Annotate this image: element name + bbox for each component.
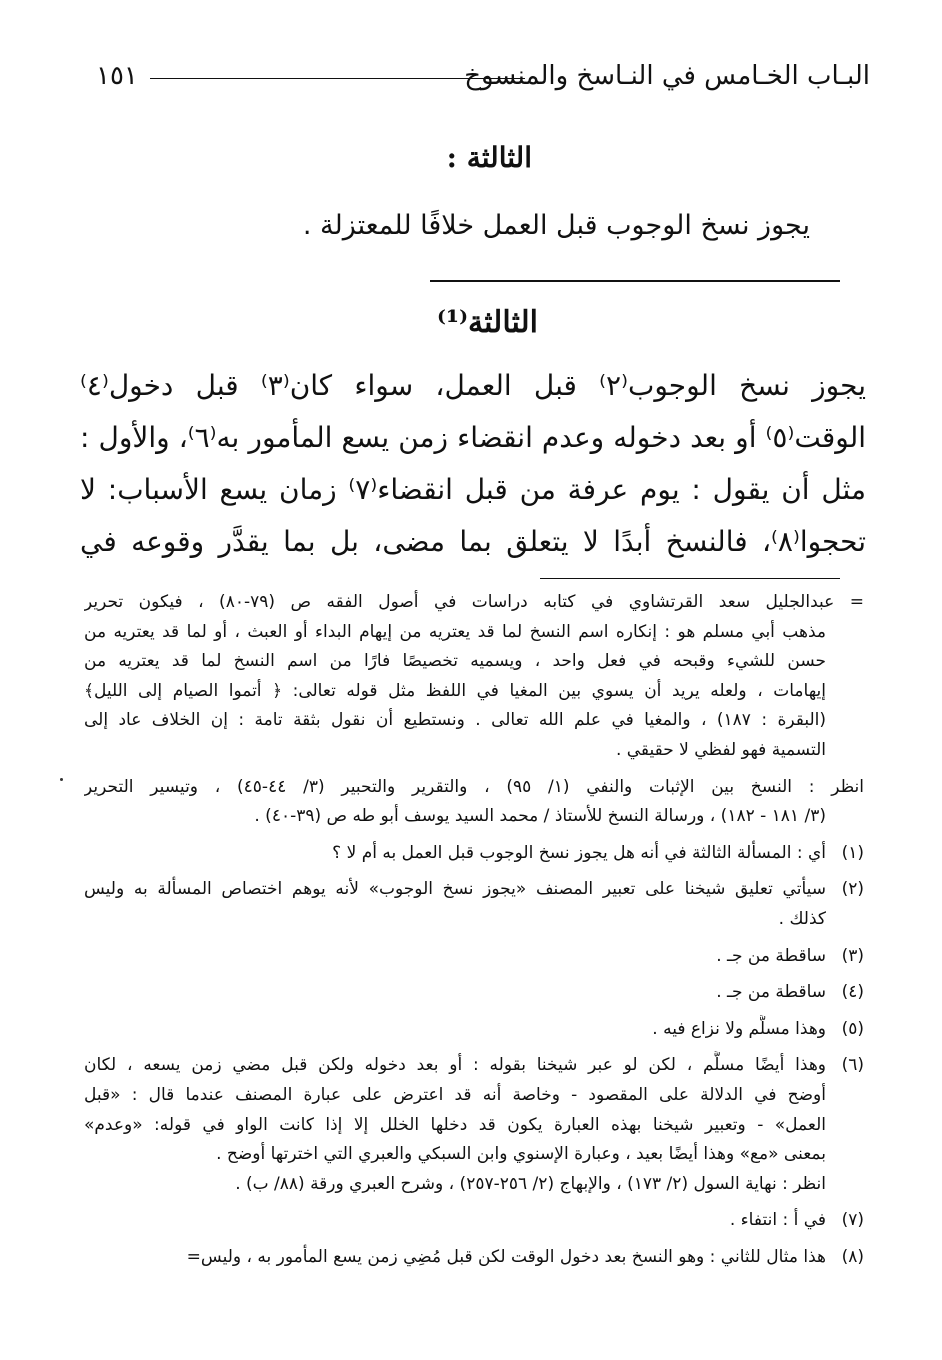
footnote-6 [84,1051,864,1081]
footnote-6-cont: انظر : نهاية السول (٢/ ١٧٣) ، والإبهاج (٢/ ٢٥٦-٢٥٧) ، وشرح العبري ورقة (٨٨/ ب) . [235,1173,826,1194]
footnote-number: (٦) [841,1055,864,1076]
footnote-1 [84,839,864,869]
header-rule [150,78,525,79]
footnote-reference-line: انظر : النسخ بين الإثبات والنفي (١/ ٩٥) ، والتقرير والتحبير (٣/ ٤٤-٤٥) ، وتيسير التحرير [84,776,864,797]
running-header-title: البـاب الخـامس في النـاسخ والمنسوخ [464,61,870,91]
footnote-4 [84,978,864,1008]
spacer [84,766,864,773]
spacer [84,935,864,942]
spacer [84,868,864,875]
footnotes [84,588,864,1272]
footnote-reference-line: (٣/ ١٨١ - ١٨٢) ، ورسالة النسخ للأستاذ / محمد السيد يوسف أبو طه ص (٣٩-٤٠) . [254,806,826,827]
footnote-text: وهذا أيضًا مسلَّم ، لكن لو عبر شيخنا بقوله : أو بعد دخوله ولكن قبل مضي زمن يسعه ، لكان [84,1055,826,1076]
footnote-number: (٤) [841,982,864,1003]
footnote-continuation-line: التسمية فهو لفظي لا حقيقي . [615,739,826,760]
footnotes-divider [540,578,840,579]
sharh-heading: الثالثة⁽¹⁾ [437,305,538,340]
sharh-line: يجوز نسخ الوجوب⁽٢⁾ قبل العمل، سواء كان⁽٣⁾ قبل دخول⁽٤⁾ [80,369,866,402]
footnote-text: ساقطة من جـ . [716,945,826,966]
sharh-line: تحجوا⁽٨⁾، فالنسخ أبدًا لا يتعلق بما مضى، بل بما يقدَّر وقوعه في [80,525,866,558]
footnote-text: وهذا مسلَّم ولا نزاع فيه . [652,1018,826,1039]
spacer [84,832,864,839]
footnote-continuation-line: مذهب أبي مسلم هو : إنكاره اسم النسخ لما قد يعتريه من إيهام البداء أو العبث ، أو لما قد يعتريه من [84,621,826,642]
footnote-6-cont: بمعنى «مع» وهذا أيضًا بعيد ، وعبارة الإسنوي وابن السبكي والعبري التي اخترتها أوضح . [216,1144,826,1165]
footnote-6-cont: العمل» - وتعبير شيخنا بهذه العبارة يكون قد دخلها الخلل إلا إذا كانت الواو في قوله: «وعدم» [84,1114,826,1135]
footnote-5 [84,1015,864,1045]
footnote-number: (٥) [841,1018,864,1039]
margin-dot [60,778,63,781]
spacer [84,1008,864,1015]
footnote-number: (٨) [841,1246,864,1267]
sharh-line: مثل أن يقول : يوم عرفة من قبل انقضاء⁽٧⁾ زمان يسع الأسباب: لا [80,473,866,506]
page-number: ١٥١ [96,61,138,91]
footnote-2-cont: كذلك . [778,908,826,929]
matn-heading: الثالثة : [446,141,532,174]
footnote-continuation-line: إيهامات ، ولعله يريد أن يسوي بين المغيا في اللفظ مثل قوله تعالى: ﴿ أتموا الصيام إلى الليل﴾ [84,680,826,701]
footnote-3 [84,942,864,972]
section-divider [430,280,840,282]
footnote-text: في أ : انتفاء . [729,1210,826,1231]
footnote-2 [84,875,864,905]
footnote-number: (٢) [841,879,864,900]
footnote-continuation-line: = عبدالجليل سعد القرتشاوي في كتابه دراسات في أصول الفقه ص (٧٩-٨٠) ، فيكون تحرير [84,592,864,612]
spacer [84,1236,864,1243]
footnote-text: سيأتي تعليق شيخنا على تعبير المصنف «يجوز نسخ الوجوب» لأنه يوهم اختصاص المسألة به وليس [84,879,826,900]
footnote-text: هذا مثال للثاني : وهو النسخ بعد دخول الوقت لكن قبل مُضِي زمن يسع المأمور به ، وليس= [186,1246,826,1267]
spacer [84,1199,864,1206]
footnote-number: (١) [841,842,864,863]
sharh-line: الوقت⁽٥⁾ أو بعد دخوله وعدم انقضاء زمن يسع المأمور به⁽٦⁾، والأول : [80,421,866,454]
spacer [84,971,864,978]
footnote-7 [84,1206,864,1236]
footnote-continuation-line: (البقرة : ١٨٧) ، والمغيا في علم الله تعالى . ونستطيع أن نقول بثقة تامة : إن الخلاف عاد إلى [84,710,826,731]
footnote-text: أي : المسألة الثالثة في أنه هل يجوز نسخ الوجوب قبل العمل به أم لا ؟ [332,842,826,863]
matn-text: يجوز نسخ الوجوب قبل العمل خلافًا للمعتزلة . [302,210,810,241]
footnote-8 [84,1243,864,1273]
footnote-number: (٣) [841,945,864,966]
footnote-number: (٧) [841,1210,864,1231]
spacer [84,1044,864,1051]
sharh-body [80,360,866,568]
footnote-6-cont: أوضح في الدلالة على المقصود - وخاصة أنه قد اعترض على عبارة المصنف عندما قال : «قبل [84,1084,826,1105]
footnote-text: ساقطة من جـ . [716,982,826,1003]
footnote-continuation-line: حسن للشيء وقبحه في فعل واحد ، ويسميه تخصيصًا فارًا من اسم النسخ لما قد يعتريه من [84,651,826,672]
